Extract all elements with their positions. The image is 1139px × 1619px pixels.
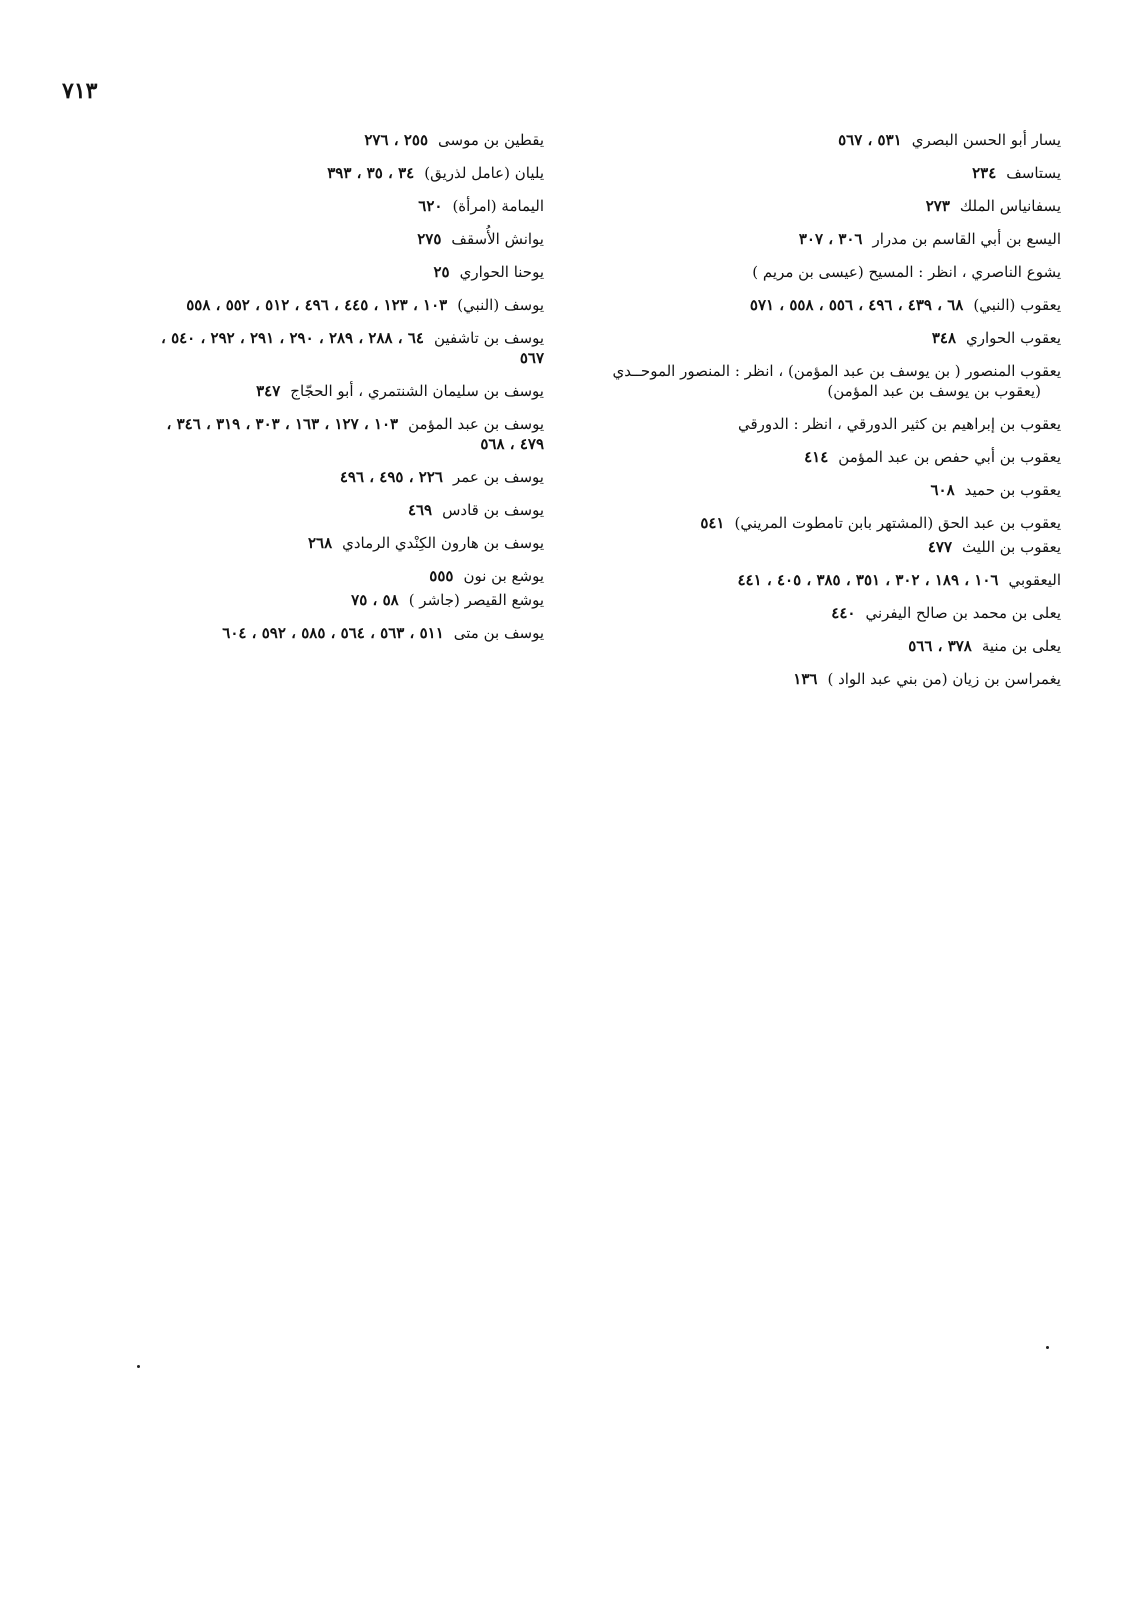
entry-pages: ١٠٦ ، ١٨٩ ، ٣٠٢ ، ٣٥١ ، ٣٨٥ ، ٤٠٥ ، ٤٤١ [737,571,999,589]
entry-pages: ٢٢٦ ، ٤٩٥ ، ٤٩٦ [339,468,443,486]
index-entry [581,163,1061,183]
entry-pages: ٢٦٨ [307,534,333,552]
entry-name: اليمامة (امرأة) [452,197,544,215]
entry-name: يشوع الناصري ، انظر : المسيح (عيسى بن مريم ) [752,263,1061,281]
entry-name: يعقوب الحواري [966,329,1061,347]
index-entry [581,328,1061,348]
entry-name: يوانش الأُسقف [451,230,544,248]
index-entry [74,163,544,183]
entry-name: يسار أبو الحسن البصري [911,131,1061,149]
index-entry [74,295,544,315]
index-entry [581,447,1061,467]
entry-pages: ٤١٤ [804,448,829,466]
entry-name: يوسف بن قادس [442,501,544,519]
index-entry [74,467,544,487]
entry-pages: ١٠٣ ، ١٢٧ ، ١٦٣ ، ٣٠٣ ، ٣١٩ ، ٣٤٦ ، [166,415,399,433]
entry-name: يسفانياس الملك [959,197,1061,215]
index-entry [581,130,1061,150]
entry-pages: ٢٧٥ [417,230,442,248]
entry-name: يعلى بن محمد بن صالح اليفرني [865,604,1061,622]
index-entry [74,533,544,553]
entry-pages: ٦٤ ، ٢٨٨ ، ٢٨٩ ، ٢٩٠ ، ٢٩١ ، ٢٩٢ ، ٥٤٠ ، [160,329,424,347]
index-entry [74,229,544,249]
entry-name: يوشع بن نون [463,567,544,585]
entry-pages: ٣٤ ، ٣٥ ، ٣٩٣ [327,164,415,182]
entry-pages: ٤٤٠ [831,604,856,622]
index-entry [581,537,1061,557]
entry-name: يعقوب (النبي) [973,296,1061,314]
index-entry [581,196,1061,216]
entry-name: يوشع القيصر (جاشر ) [408,591,544,609]
index-entry [581,262,1061,282]
entry-name: يعقوب بن عبد الحق (المشتهر بابن تامطوت المريني) [734,514,1061,532]
index-entry [581,603,1061,623]
entry-name: اليسع بن أبي القاسم بن مدرار [872,230,1061,248]
index-entry [74,566,544,586]
index-entry [74,590,544,610]
entry-name: يوسف بن سليمان الشنتمري ، أبو الحجّاج [290,382,544,400]
entry-name: يوسف (النبي) [457,296,544,314]
entry-pages: ٥٣١ ، ٥٦٧ [838,131,902,149]
entry-pages: ٢٥٥ ، ٢٧٦ [364,131,428,149]
entry-pages: ٣٤٨ [931,329,957,347]
entry-pages: ٥٨ ، ٧٥ [351,591,399,609]
entry-pages: ٤٦٩ [407,501,433,519]
index-column-right [581,130,1061,702]
index-entry [74,623,544,643]
index-entry [74,262,544,282]
specks [137,1365,140,1368]
entry-name: يعقوب بن حميد [964,481,1061,499]
index-entry [581,295,1061,315]
entry-pages: ٢٥ [433,263,450,281]
entry-pages: ٥٥٥ [429,567,454,585]
index-entry [581,636,1061,656]
page-number: ٧١٣ [62,78,98,104]
index-entry [581,229,1061,249]
entry-pages-continued: ٥٦٧ [519,349,544,367]
entry-name: يوسف بن هارون الكِنْدي الرمادي [342,534,544,552]
entry-name: يوسف بن عمر [452,468,544,486]
entry-name: اليعقوبي [1008,571,1061,589]
index-entry [74,381,544,401]
index-entry [74,414,544,454]
index-entry [581,480,1061,500]
entry-pages: ٦٨ ، ٤٣٩ ، ٤٩٦ ، ٥٥٦ ، ٥٥٨ ، ٥٧١ [749,296,964,314]
entry-name: يعقوب المنصور ( بن يوسف بن عبد المؤمن) ، انظر : المنصور الموحــدي [612,362,1061,380]
entry-name: يعلى بن منية [981,637,1061,655]
entry-pages: ٥٤١ [700,514,725,532]
entry-pages: ٦٠٨ [930,481,955,499]
entry-name: يعقوب بن أبي حفص بن عبد المؤمن [838,448,1061,466]
index-entry [581,361,1061,401]
entry-name: يستاسف [1006,164,1061,182]
entry-name: يوسف بن عبد المؤمن [408,415,544,433]
entry-pages-continued: ٤٧٩ ، ٥٦٨ [480,435,544,453]
entry-pages: ٣٧٨ ، ٥٦٦ [908,637,972,655]
entry-name: يعقوب بن إبراهيم بن كثير الدورقي ، انظر : الدورقي [737,415,1061,433]
specks [1046,1346,1049,1349]
entry-pages: ٤٧٧ [927,538,953,556]
entry-name: يوحنا الحواري [459,263,544,281]
entry-name: يعقوب بن الليث [962,538,1061,556]
index-entry [74,130,544,150]
index-entry [581,570,1061,590]
entry-pages: ٣٤٧ [256,382,281,400]
entry-name: يوسف بن متى [453,624,544,642]
entry-name: يوسف بن تاشفين [434,329,544,347]
entry-pages: ١٣٦ [793,670,818,688]
index-entry [74,500,544,520]
index-entry [581,414,1061,434]
entry-pages: ٣٠٦ ، ٣٠٧ [798,230,863,248]
index-entry [581,513,1061,533]
index-entry [581,669,1061,689]
entry-name: يغمراسن بن زيان (من بني عبد الواد ) [827,670,1061,688]
entry-pages: ١٠٣ ، ١٢٣ ، ٤٤٥ ، ٤٩٦ ، ٥١٢ ، ٥٥٢ ، ٥٥٨ [186,296,448,314]
entry-pages: ٢٣٤ [972,164,997,182]
entry-name: يليان (عامل لذريق) [424,164,544,182]
entry-name: يقطين بن موسى [438,131,544,149]
entry-subtext: (يعقوب بن يوسف بن عبد المؤمن) [827,382,1041,400]
index-entry [74,328,544,368]
index-entry [74,196,544,216]
entry-pages: ٦٢٠ [418,197,443,215]
entry-pages: ٥١١ ، ٥٦٣ ، ٥٦٤ ، ٥٨٥ ، ٥٩٢ ، ٦٠٤ [222,624,444,642]
entry-pages: ٢٧٣ [925,197,950,215]
index-column-left [74,130,544,656]
